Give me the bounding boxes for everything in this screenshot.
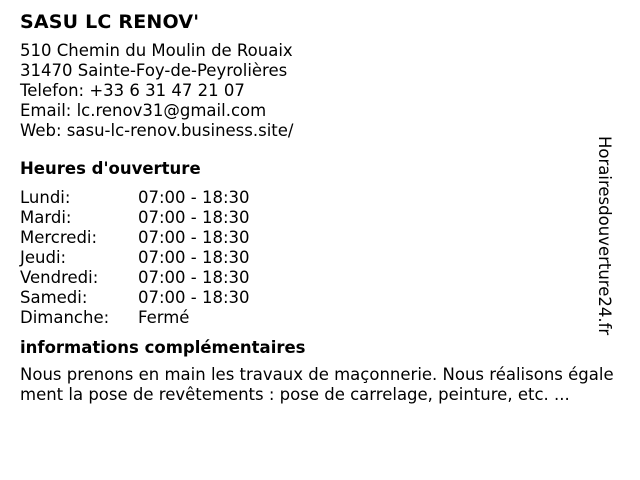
hours-row	[20, 228, 620, 248]
info-description: Nous prenons en main les travaux de maçonnerie. Nous réalisons également la pose de revêtements : pose de carrelage, peinture, etc. ...	[20, 365, 614, 404]
hours-day: Vendredi:	[20, 268, 99, 287]
hours-day: Dimanche:	[20, 308, 110, 327]
hours-day: Samedi:	[20, 288, 88, 307]
hours-day: Jeudi:	[20, 248, 67, 267]
hours-row	[20, 208, 620, 228]
web-line[interactable]: Web: sasu-lc-renov.business.site/	[20, 121, 294, 140]
business-card	[20, 10, 620, 405]
hours-time: 07:00 - 18:30	[138, 208, 250, 227]
address-line-1: 510 Chemin du Moulin de Rouaix	[20, 41, 293, 60]
hours-day: Mercredi:	[20, 228, 98, 247]
hours-day: Mardi:	[20, 208, 72, 227]
address-line-2: 31470 Sainte-Foy-de-Peyrolières	[20, 61, 288, 80]
contact-block	[20, 41, 620, 141]
hours-time: 07:00 - 18:30	[138, 188, 250, 207]
email-line[interactable]: Email: lc.renov31@gmail.com	[20, 101, 267, 120]
hours-row	[20, 288, 620, 308]
hours-time: Fermé	[138, 308, 190, 327]
hours-row	[20, 268, 620, 288]
phone-line[interactable]: Telefon: +33 6 31 47 21 07	[20, 81, 245, 100]
info-heading: informations complémentaires	[20, 338, 306, 357]
business-name: SASU LC RENOV'	[20, 11, 200, 33]
hours-table	[20, 188, 620, 328]
hours-time: 07:00 - 18:30	[138, 288, 250, 307]
site-watermark[interactable]: Horairesdouverture24.fr	[595, 136, 614, 336]
hours-day: Lundi:	[20, 188, 71, 207]
hours-time: 07:00 - 18:30	[138, 248, 250, 267]
hours-row	[20, 188, 620, 208]
hours-heading: Heures d'ouverture	[20, 159, 201, 178]
hours-row	[20, 308, 620, 328]
hours-time: 07:00 - 18:30	[138, 228, 250, 247]
hours-row	[20, 248, 620, 268]
hours-time: 07:00 - 18:30	[138, 268, 250, 287]
